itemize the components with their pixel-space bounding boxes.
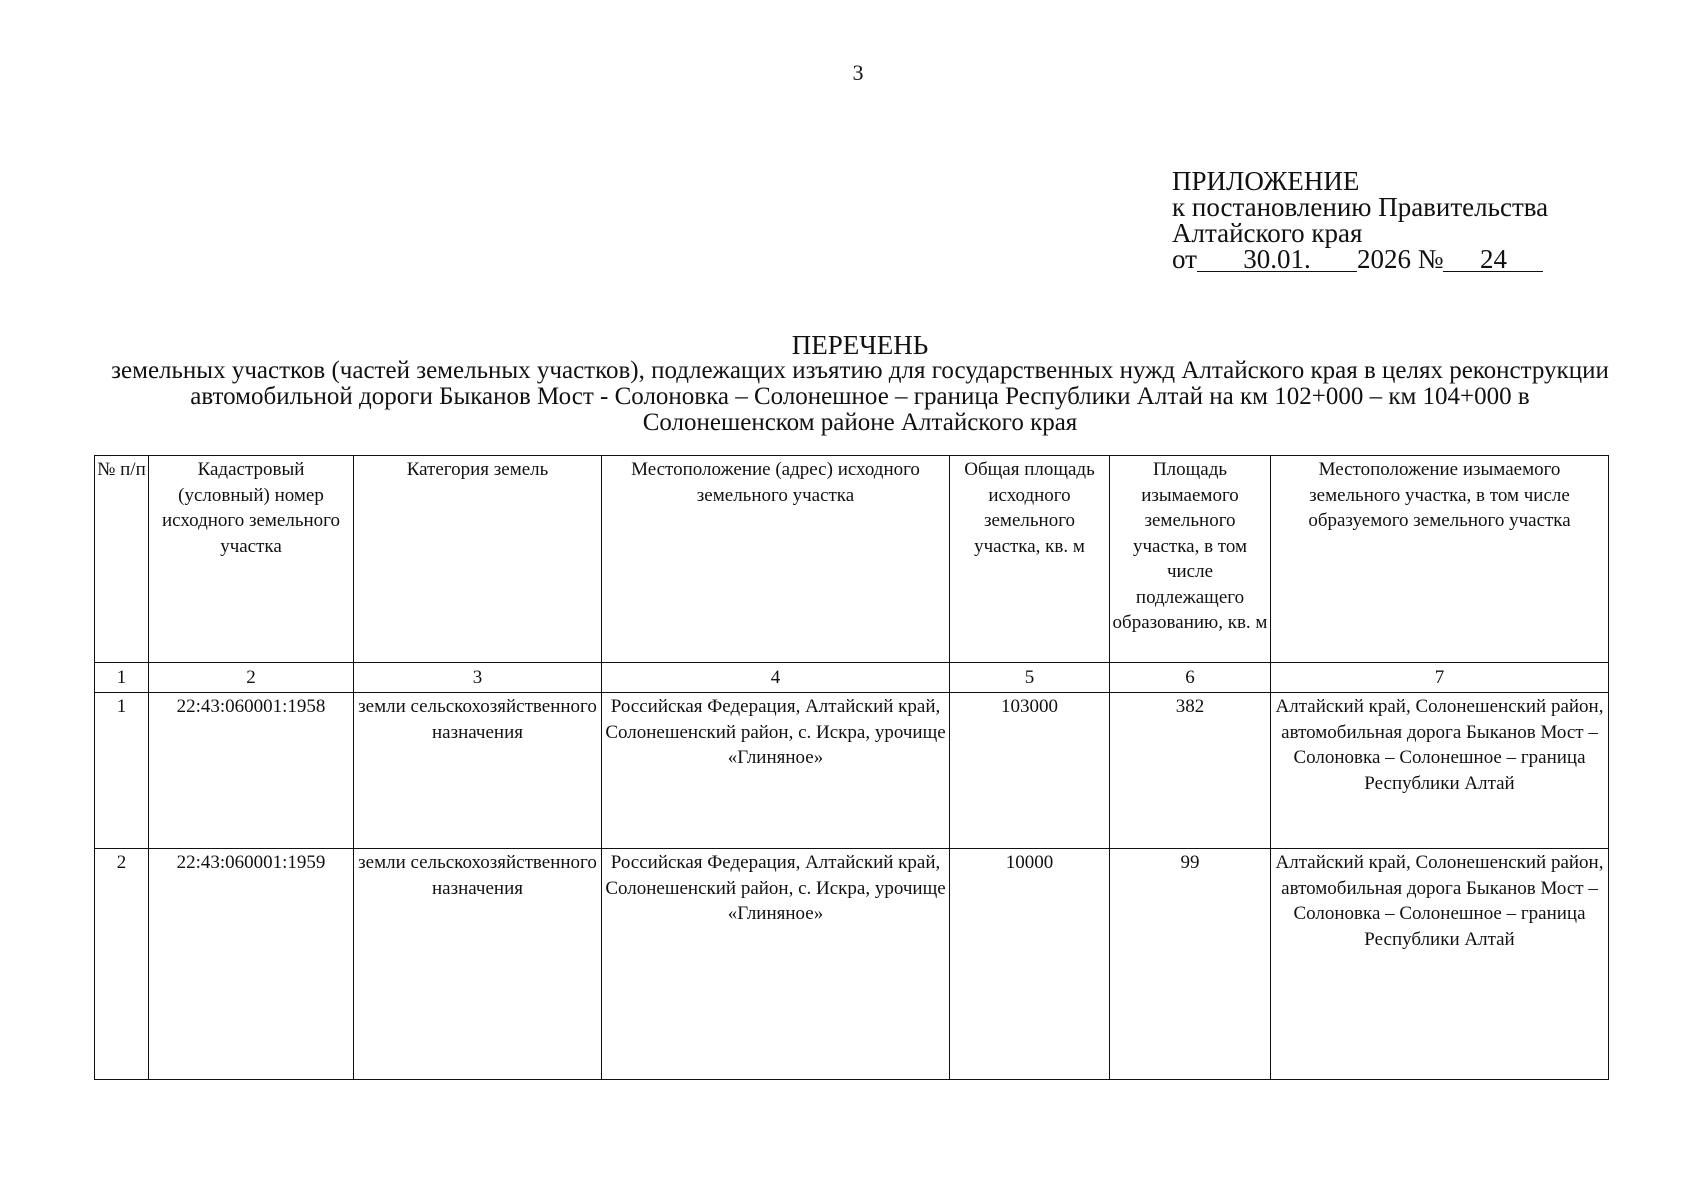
header-seized-location: Местоположение изымаемого земельного участка, в том числе образуемого земельного участка [1271, 456, 1609, 663]
header-cadastral: Кадастровый (условный) номер исходного земельного участка [149, 456, 354, 663]
column-number: 4 [602, 663, 950, 693]
column-number: 5 [950, 663, 1110, 693]
land-plots-table [94, 455, 1609, 1080]
header-category: Категория земель [354, 456, 602, 663]
header-address: Местоположение (адрес) исходного земельного участка [602, 456, 950, 663]
header-no: № п/п [95, 456, 149, 663]
date-value: 30.01. [1197, 247, 1357, 272]
appendix-heading: ПРИЛОЖЕНИЕ [1172, 166, 1360, 196]
cell-no: 2 [95, 849, 149, 1080]
number-sign: № [1417, 244, 1444, 274]
table-row [95, 693, 1609, 849]
cell-category: земли сельскохозяйственного назначения [354, 693, 602, 849]
cell-seized-location: Алтайский край, Солонешенский район, автомобильная дорога Быканов Мост – Солоновка – Солонешное – граница Республики Алтай [1271, 693, 1609, 849]
date-year: 2026 [1356, 244, 1411, 274]
appendix-block [1172, 168, 1548, 272]
cell-cadastral: 22:43:060001:1958 [149, 693, 354, 849]
column-number-row [95, 663, 1609, 693]
document-title: ПЕРЕЧЕНЬ [791, 330, 929, 360]
table-row [95, 849, 1609, 1080]
cell-no: 1 [95, 693, 149, 849]
header-total-area: Общая площадь исходного земельного участка, кв. м [950, 456, 1110, 663]
number-value: 24 [1443, 247, 1543, 272]
appendix-line-1: к постановлению Правительства [1172, 192, 1549, 222]
cell-total-area: 10000 [950, 849, 1110, 1080]
cell-address: Российская Федерация, Алтайский край, Солонешенский район, с. Искра, урочище «Глиняное» [602, 849, 950, 1080]
cell-category: земли сельскохозяйственного назначения [354, 849, 602, 1080]
table-header-row [95, 456, 1609, 663]
cell-seized-area: 382 [1110, 693, 1271, 849]
date-prefix: от [1172, 244, 1197, 274]
page-number: 3 [852, 60, 864, 85]
header-seized-area: Площадь изымаемого земельного участка, в том числе подлежащего образованию, кв. м [1110, 456, 1271, 663]
cell-seized-location: Алтайский край, Солонешенский район, автомобильная дорога Быканов Мост – Солоновка – Солонешное – граница Республики Алтай [1271, 849, 1609, 1080]
column-number: 7 [1271, 663, 1609, 693]
cell-address: Российская Федерация, Алтайский край, Солонешенский район, с. Искра, урочище «Глиняное» [602, 693, 950, 849]
column-number: 2 [149, 663, 354, 693]
column-number: 6 [1110, 663, 1271, 693]
appendix-date-line [1172, 246, 1548, 272]
column-number: 1 [95, 663, 149, 693]
cell-seized-area: 99 [1110, 849, 1271, 1080]
appendix-line-2: Алтайского края [1172, 218, 1363, 248]
cell-cadastral: 22:43:060001:1959 [149, 849, 354, 1080]
document-subtitle: земельных участков (частей земельных участков), подлежащих изъятию для государственных нужд Алтайского края в целях реконструкции автомобильной дороги Быканов Мост - Солоновка – Солонешное – граница Республики Алтай на км 102+000 – км 104+000 в Солонешенском районе Алтайского края [111, 357, 1609, 436]
cell-total-area: 103000 [950, 693, 1110, 849]
column-number: 3 [354, 663, 602, 693]
